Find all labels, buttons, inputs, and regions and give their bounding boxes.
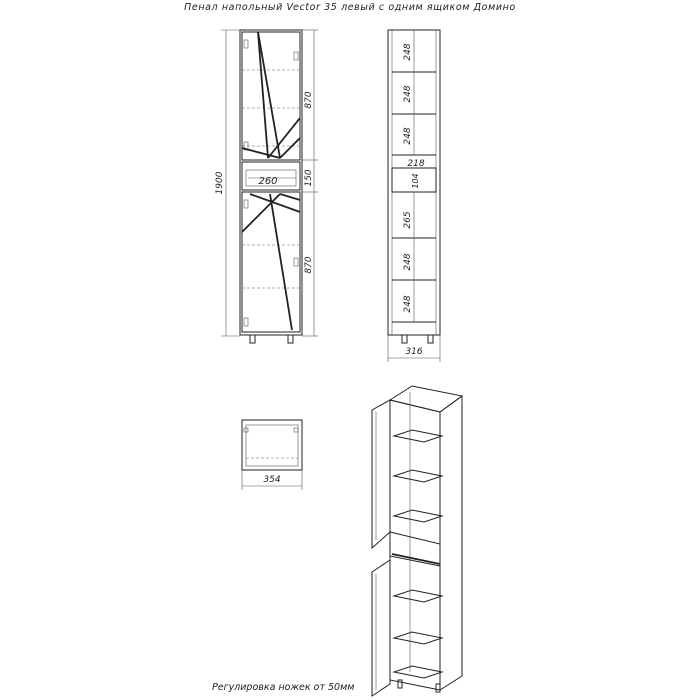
lower-door <box>242 192 300 332</box>
shelf-1-label: 248 <box>403 43 413 61</box>
top-width-label: 354 <box>263 475 281 485</box>
shelf-2-label: 248 <box>403 85 413 103</box>
iso-upper-door <box>372 400 390 548</box>
overall-height-label: 1900 <box>215 171 225 195</box>
iso-drawer <box>390 532 440 566</box>
upper-door-pattern <box>242 32 300 158</box>
depth-label: 316 <box>405 347 423 357</box>
side-view <box>388 30 440 362</box>
top-view-outline <box>242 420 302 470</box>
drawer-inner-label: 104 <box>411 173 420 189</box>
shelf-6-label: 248 <box>403 295 413 313</box>
lower-door-height-label: 870 <box>304 256 314 274</box>
front-view <box>215 30 318 343</box>
shelf-4-label: 265 <box>403 211 413 229</box>
footnote: Регулировка ножек от 50мм <box>212 682 355 693</box>
shelf-3-label: 248 <box>403 127 413 145</box>
iso-body-side <box>440 396 462 690</box>
iso-body-front <box>390 400 440 690</box>
upper-door <box>242 32 300 160</box>
top-view <box>242 420 302 490</box>
iso-lower-door <box>372 560 390 696</box>
iso-body-top <box>390 386 462 412</box>
drawing-title: Пенал напольный Vector 35 левый с одним ящиком Домино <box>184 2 516 13</box>
drawer-depth-label: 218 <box>407 159 425 169</box>
lower-door-pattern <box>242 194 300 330</box>
front-leg-left <box>250 335 255 343</box>
drawer-width-label: 260 <box>258 176 278 187</box>
isometric-view <box>372 386 462 696</box>
upper-door-height-label: 870 <box>304 91 314 109</box>
shelf-5-label: 248 <box>403 253 413 271</box>
front-leg-right <box>288 335 293 343</box>
drawer-height-label: 150 <box>304 169 314 187</box>
